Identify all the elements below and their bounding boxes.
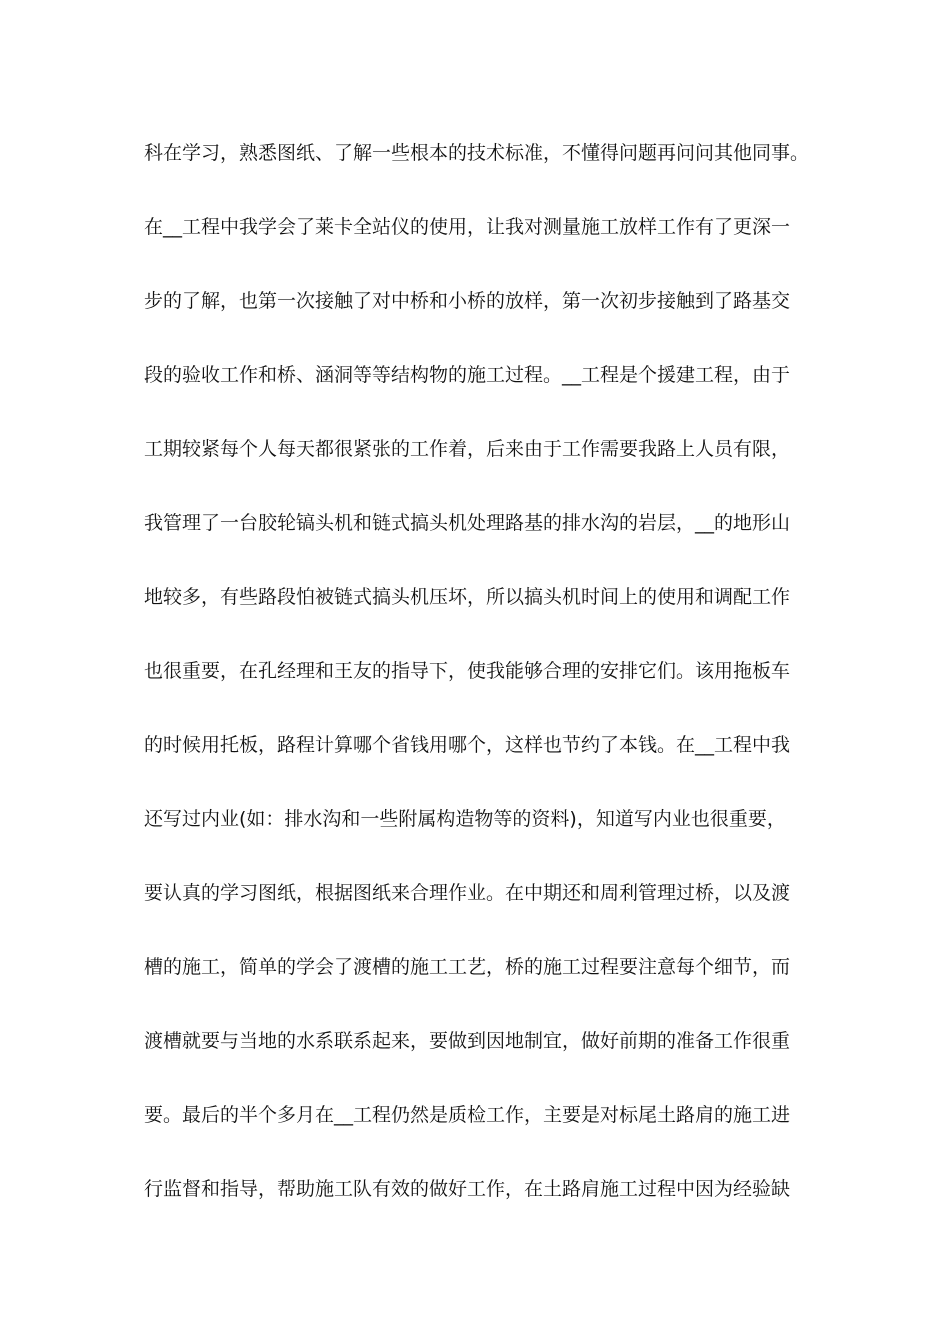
text-line: 也很重要，在孔经理和王友的指导下，使我能够合理的安排它们。该用拖板车 (144, 660, 791, 682)
text-line: 地较多，有些路段怕被链式搞头机压坏，所以搞头机时间上的使用和调配工作 (144, 586, 791, 608)
text-line: 步的了解，也第一次接触了对中桥和小桥的放样，第一次初步接触到了路基交 (144, 290, 791, 312)
text-line: 还写过内业(如：排水沟和一些附属构造物等的资料)，知道写内业也很重要， (144, 808, 786, 830)
text-line: 槽的施工，简单的学会了渡槽的施工工艺，桥的施工过程要注意每个细节，而 (144, 956, 791, 978)
text-line: 的时候用托板，路程计算哪个省钱用哪个，这样也节约了本钱。在__工程中我 (144, 734, 791, 756)
text-line: 渡槽就要与当地的水系联系起来，要做到因地制宜，做好前期的准备工作很重 (144, 1030, 791, 1052)
text-line: 要认真的学习图纸，根据图纸来合理作业。在中期还和周利管理过桥，以及渡 (144, 882, 791, 904)
text-line: 段的验收工作和桥、涵洞等等结构物的施工过程。__工程是个援建工程，由于 (144, 364, 791, 386)
text-line: 在__工程中我学会了莱卡全站仪的使用，让我对测量施工放样工作有了更深一 (144, 216, 791, 238)
body-text (144, 131, 814, 1241)
text-line: 要。最后的半个多月在__工程仍然是质检工作，主要是对标尾土路肩的施工进 (144, 1104, 791, 1126)
text-line: 我管理了一台胶轮镐头机和链式搞头机处理路基的排水沟的岩层，__的地形山 (144, 512, 791, 534)
text-line: 行监督和指导，帮助施工队有效的做好工作，在土路肩施工过程中因为经验缺 (144, 1178, 791, 1200)
text-line: 工期较紧每个人每天都很紧张的工作着，后来由于工作需要我路上人员有限， (144, 438, 791, 460)
text-line: 科在学习，熟悉图纸、了解一些根本的技术标准，不懂得问题再问问其他同事。 (144, 142, 810, 164)
